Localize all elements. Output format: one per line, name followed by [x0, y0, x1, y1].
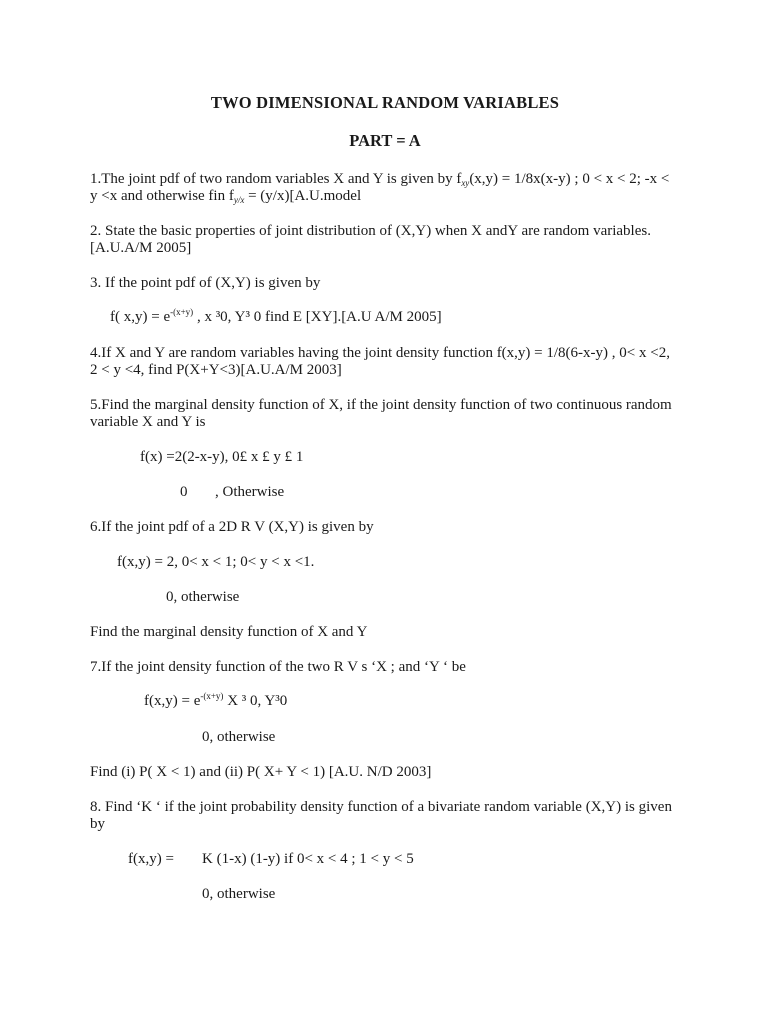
question-8-line-1: 8. Find ‘K ‘ if the joint probability density function of a bivariate random variable (X,Y) is given	[90, 799, 672, 815]
document-title: TWO DIMENSIONAL RANDOM VARIABLES	[210, 93, 560, 112]
question-8-otherwise: 0, otherwise	[202, 886, 276, 902]
question-7-otherwise: 0, otherwise	[202, 729, 276, 745]
question-8-formula-rhs: K (1-x) (1-y) if 0< x < 4 ; 1 < y < 5	[202, 851, 414, 867]
question-4-line-1: 4.If X and Y are random variables having the joint density function f(x,y) = 1/8(6-x-y) , 0< x <2,	[90, 345, 670, 361]
question-8-line-2: by	[90, 816, 105, 832]
question-6-find: Find the marginal density function of X and Y	[90, 624, 368, 640]
question-7-formula: $f(x,y) = e^{-(x+y)}$ X ³ 0, Y³0	[144, 691, 288, 709]
question-6-otherwise: 0, otherwise	[166, 589, 240, 605]
question-4-line-2: 2 < y <4, find P(X+Y<3)[A.U.A/M 2003]	[90, 362, 342, 378]
question-3-formula: f( $x,y) = e^{-(x+y)}$ , x ³0, Y³ 0 find E [XY].[A.U A/M 2005]	[110, 307, 442, 325]
question-6-formula: f(x,y) = 2, 0< x < 1; 0< y < x <1.	[117, 554, 315, 570]
part-heading: PART = A	[349, 131, 421, 150]
question-5-line-1: 5.Find the marginal density function of X, if the joint density function of two continuous random	[90, 397, 672, 413]
question-1-line-2: y <x and otherwise fin $f_{y/x}$ = (y/x)[A.U.model	[90, 188, 362, 205]
document-page	[90, 0, 690, 1024]
question-7-find: Find (i) P( X < 1) and (ii) P( X+ Y < 1) [A.U. N/D 2003]	[90, 764, 432, 780]
question-2-line-1: 2. State the basic properties of joint distribution of (X,Y) when X andY are random variables.	[90, 223, 651, 239]
question-5-line-2: variable X and Y is	[90, 414, 206, 430]
question-1-line-1: 1.The joint pdf of two random variables X and Y is given by $f_{xy}(x,y) = 1/8x(x-y)$ ; 0 < x < 2; -x <	[90, 171, 670, 188]
question-5-otherwise-value: 0	[180, 484, 188, 500]
question-2-line-2: [A.U.A/M 2005]	[90, 240, 192, 256]
question-7-line-1: 7.If the joint density function of the two R V s ‘X ; and ‘Y ‘ be	[90, 659, 466, 675]
question-6-line-1: 6.If the joint pdf of a 2D R V (X,Y) is given by	[90, 519, 374, 535]
question-5-otherwise-text: , Otherwise	[215, 484, 285, 500]
question-5-formula: f(x) =2(2-x-y), 0£ x £ y £ 1	[140, 449, 304, 465]
question-8-formula-lhs: f(x,y) =	[128, 851, 174, 867]
question-3-line-1: 3. If the point pdf of (X,Y) is given by	[90, 275, 321, 291]
